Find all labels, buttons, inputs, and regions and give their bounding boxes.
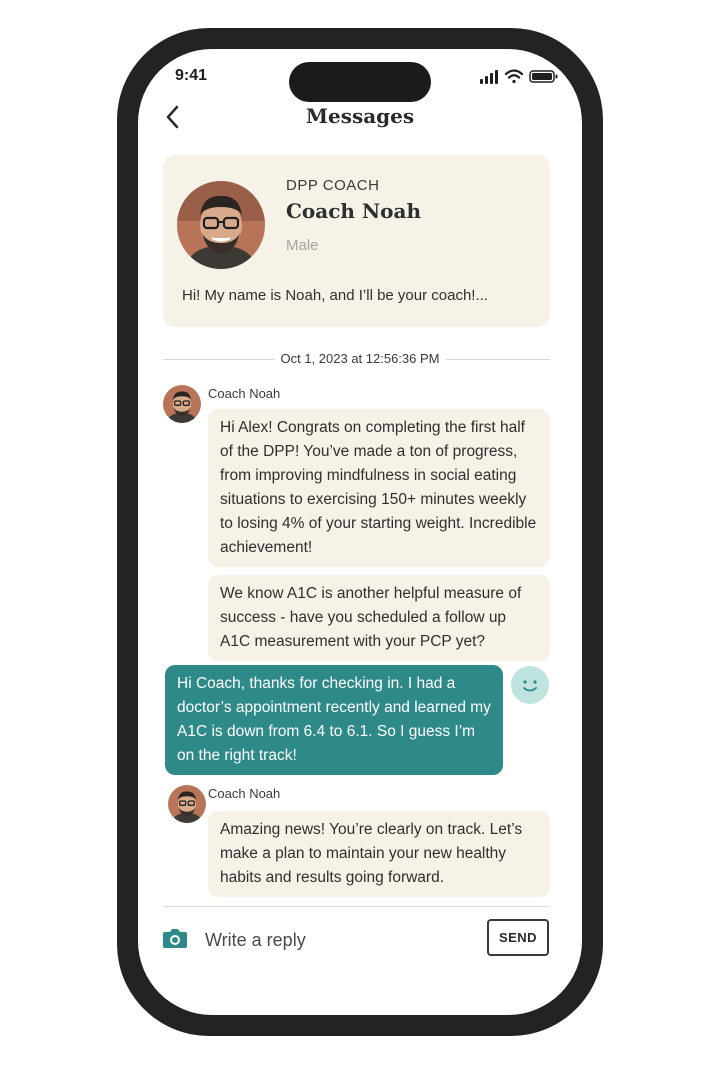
dynamic-island (289, 62, 431, 102)
coach-intro-text: Hi! My name is Noah, and I’ll be your coach!... (182, 287, 488, 304)
message-sender: Coach Noah (208, 786, 281, 801)
coach-avatar (177, 181, 265, 269)
camera-icon[interactable] (162, 927, 188, 949)
screen (138, 49, 582, 1015)
message-bubble-incoming: We know A1C is another helpful measure of success - have you scheduled a follow up A1C measurement with your PCP yet? (208, 575, 550, 661)
send-button[interactable]: SEND (487, 919, 549, 956)
coach-avatar-small (163, 385, 201, 423)
phone-frame (117, 28, 603, 1036)
smiley-icon (511, 666, 549, 704)
reply-input[interactable] (205, 925, 475, 955)
signal-icon (480, 70, 498, 84)
status-time: 9:41 (175, 67, 208, 84)
message-sender: Coach Noah (208, 386, 281, 401)
timestamp-text: Oct 1, 2023 at 12:56:36 PM (275, 351, 446, 366)
page-title: Messages (305, 104, 415, 128)
coach-gender: Male (286, 237, 319, 254)
coach-role-label: DPP COACH (286, 177, 380, 194)
battery-icon (530, 71, 558, 82)
message-bubble-incoming: Amazing news! You’re clearly on track. Let’s make a plan to maintain your new healthy habits and results going forward. (208, 811, 550, 897)
composer-divider (163, 906, 550, 907)
coach-avatar-small (168, 785, 206, 823)
user-avatar (511, 666, 549, 704)
coach-profile-card[interactable] (163, 155, 550, 327)
message-bubble-incoming: Hi Alex! Congrats on completing the first half of the DPP! You’ve made a ton of progress, from improving mindfulness in social eating situations to exercising 150+ minutes weekly to losing 4% of your starting weight. Incredible achievement! (208, 409, 550, 567)
message-timestamp (138, 351, 582, 366)
wifi-icon (506, 71, 522, 84)
message-bubble-outgoing: Hi Coach, thanks for checking in. I had a doctor’s appointment recently and learned my A1C is down from 6.4 to 6.1. So I guess I’m on the right track! (165, 665, 503, 775)
status-icons (480, 68, 560, 84)
coach-name: Coach Noah (286, 199, 422, 223)
